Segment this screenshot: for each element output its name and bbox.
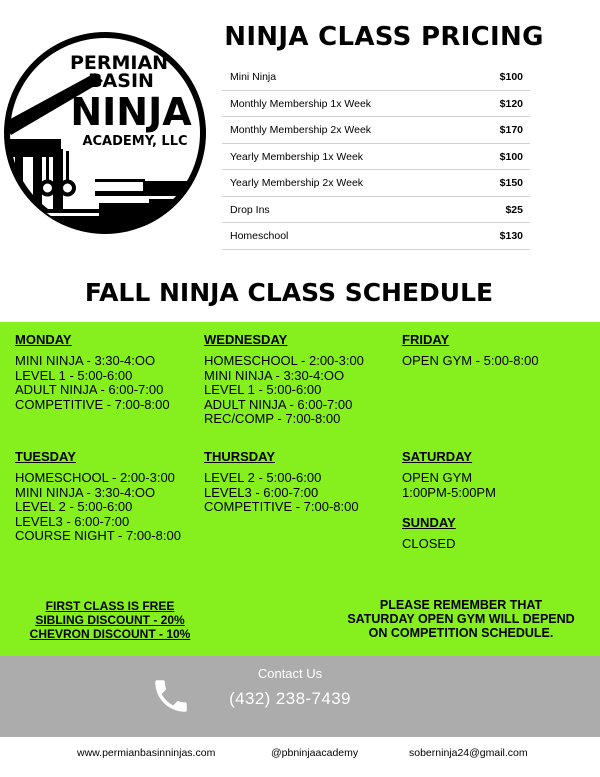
day-name: MONDAY [15, 332, 72, 347]
discount-line: CHEVRON DISCOUNT - 10% [29, 627, 191, 641]
price-item-name: Drop Ins [230, 203, 270, 216]
price-row [222, 91, 530, 118]
day-monday [15, 332, 170, 412]
schedule-title: FALL NINJA CLASS SCHEDULE [84, 278, 494, 307]
class-line: OPEN GYM [402, 470, 473, 485]
day-name: SUNDAY [402, 515, 456, 530]
footer [0, 747, 600, 767]
class-line: LEVEL 2 - 5:00-6:00 [204, 470, 322, 485]
schedule-panel [0, 322, 600, 656]
price-row [222, 117, 530, 144]
class-line: ADULT NINJA - 6:00-7:00 [204, 396, 353, 412]
academy-logo [3, 31, 207, 235]
class-line: LEVEL3 - 6:00-7:00 [204, 484, 319, 500]
price-row [222, 64, 530, 91]
price-item-value: $170 [499, 124, 523, 136]
day-saturday [402, 449, 496, 500]
day-name: TUESDAY [15, 449, 76, 464]
price-item-name: Homeschool [230, 230, 289, 242]
logo-line2: BASIN [88, 70, 154, 92]
class-line: LEVEL 2 - 5:00-6:00 [15, 499, 133, 514]
notice-line: SATURDAY OPEN GYM WILL DEPEND [347, 612, 575, 626]
class-line: MINI NINJA - 3:30-4:OO [204, 367, 345, 383]
phone-icon [150, 675, 192, 717]
class-line: CLOSED [402, 536, 456, 551]
price-row [222, 197, 530, 224]
class-line: COMPETITIVE - 7:00-8:00 [15, 396, 170, 412]
class-line: HOMESCHOOL - 2:00-3:00 [204, 353, 364, 368]
price-item-name: Yearly Membership 2x Week [230, 177, 364, 189]
class-line: LEVEL 1 - 5:00-6:00 [204, 382, 322, 397]
class-line: 1:00PM-5:00PM [402, 484, 496, 500]
discount-line: SIBLING DISCOUNT - 20% [35, 613, 185, 627]
day-name: SATURDAY [402, 449, 473, 464]
day-sunday [402, 515, 456, 552]
day-tuesday [15, 449, 181, 544]
class-line: COURSE NIGHT - 7:00-8:00 [15, 528, 181, 543]
email-link[interactable]: soberninja24@gmail.com [409, 747, 528, 759]
price-item-value: $150 [499, 177, 523, 189]
day-name: THURSDAY [204, 449, 276, 464]
notice-line: PLEASE REMEMBER THAT [379, 598, 543, 612]
price-item-name: Mini Ninja [230, 71, 277, 83]
day-thursday [204, 449, 359, 515]
price-item-value: $100 [499, 71, 523, 83]
saturday-notice [326, 598, 596, 640]
logo-line4: ACADEMY, LLC [82, 134, 188, 149]
class-line: MINI NINJA - 3:30-4:OO [15, 353, 156, 368]
class-line: HOMESCHOOL - 2:00-3:00 [15, 470, 175, 485]
contact-bar [0, 656, 600, 737]
class-line: LEVEL 1 - 5:00-6:00 [15, 367, 133, 383]
discounts-note [10, 599, 210, 641]
class-line: ADULT NINJA - 6:00-7:00 [15, 382, 164, 397]
class-line: OPEN GYM - 5:00-8:00 [402, 353, 539, 368]
price-item-name: Monthly Membership 2x Week [230, 124, 372, 136]
price-item-value: $130 [499, 230, 523, 242]
day-name: WEDNESDAY [204, 332, 288, 347]
discount-line: FIRST CLASS IS FREE [45, 599, 175, 613]
price-item-name: Monthly Membership 1x Week [230, 97, 372, 110]
contact-label: Contact Us [257, 666, 323, 681]
price-table [222, 64, 530, 250]
price-row [222, 170, 530, 197]
class-line: COMPETITIVE - 7:00-8:00 [204, 499, 359, 514]
day-friday [402, 332, 539, 369]
class-line: MINI NINJA - 3:30-4:OO [15, 484, 156, 500]
social-handle[interactable]: @pbninjaacademy [271, 747, 359, 759]
website-link[interactable]: www.permianbasinninjas.com [77, 747, 216, 759]
price-row [222, 223, 530, 250]
price-row [222, 144, 530, 171]
notice-line: ON COMPETITION SCHEDULE. [368, 626, 554, 640]
logo-line1: PERMIAN [69, 52, 169, 74]
price-item-value: $100 [499, 150, 523, 163]
price-item-name: Yearly Membership 1x Week [230, 150, 364, 163]
phone-number[interactable]: (432) 238-7439 [229, 689, 351, 708]
logo-line3: NINJA [70, 90, 192, 134]
price-item-value: $120 [499, 97, 523, 110]
day-wednesday [204, 332, 364, 427]
price-item-value: $25 [505, 203, 523, 216]
day-name: FRIDAY [402, 332, 450, 347]
pricing-title: NINJA CLASS PRICING [224, 22, 544, 52]
class-line: LEVEL3 - 6:00-7:00 [15, 513, 130, 529]
class-line: REC/COMP - 7:00-8:00 [204, 411, 341, 426]
